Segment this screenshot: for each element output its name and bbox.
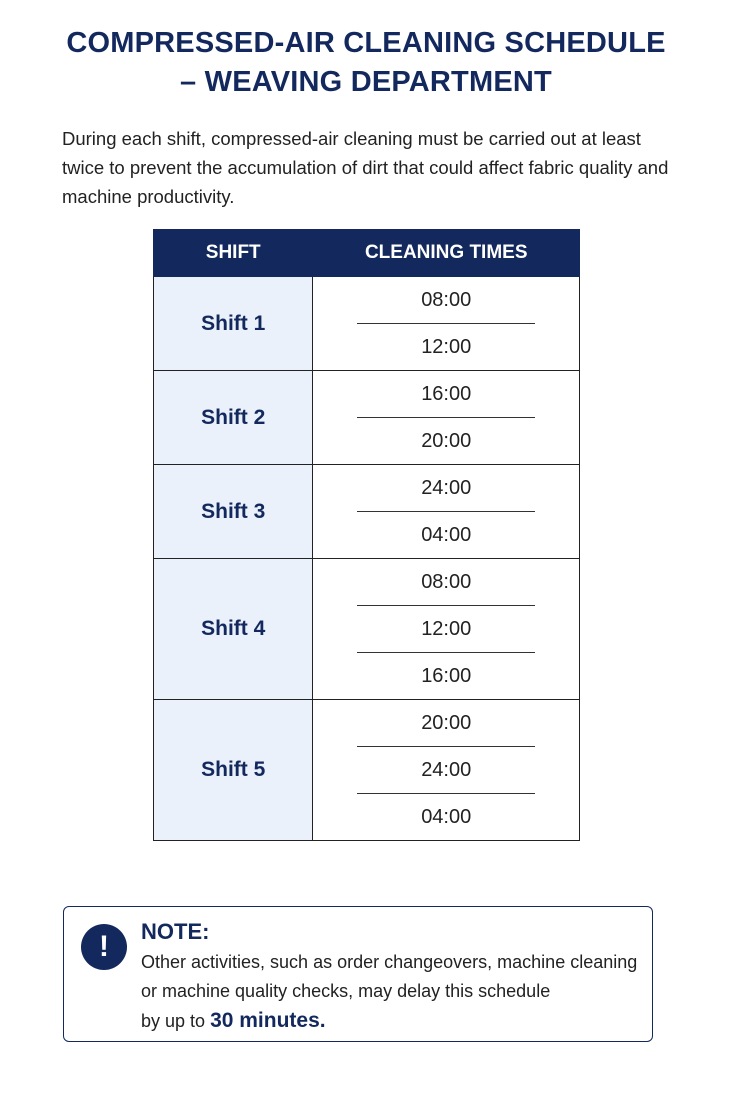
header-shift: SHIFT xyxy=(154,230,313,277)
table-row xyxy=(154,700,580,841)
time-list xyxy=(313,371,579,464)
title-line-2: – WEAVING DEPARTMENT xyxy=(180,66,552,98)
cleaning-time: 08:00 xyxy=(421,288,472,311)
intro-paragraph: During each shift, compressed-air cleaning must be carried out at least twice to prevent the accumulation of dirt that could affect fabric quality and machine productivity. xyxy=(62,128,669,207)
cleaning-times-cell xyxy=(313,465,580,559)
note-line-1: Other activities, such as order changeovers, machine cleaning xyxy=(141,952,638,972)
table-row xyxy=(154,277,580,371)
cleaning-times-cell xyxy=(313,559,580,700)
cleaning-time: 16:00 xyxy=(421,664,472,687)
table-row xyxy=(154,465,580,559)
cleaning-time: 16:00 xyxy=(421,382,472,405)
cleaning-time: 20:00 xyxy=(421,711,472,734)
cleaning-time: 24:00 xyxy=(421,476,472,499)
table-row xyxy=(154,559,580,700)
cleaning-time: 04:00 xyxy=(421,523,472,546)
note-delay-emphasis: 30 minutes. xyxy=(210,1009,326,1032)
time-list xyxy=(313,559,579,699)
cleaning-time: 08:00 xyxy=(421,570,472,593)
note-box xyxy=(63,906,653,1042)
cleaning-time: 12:00 xyxy=(421,617,472,640)
header-cleaning-times: CLEANING TIMES xyxy=(313,230,580,277)
note-line-3 xyxy=(141,1006,646,1036)
exclamation-icon: ! xyxy=(81,924,127,970)
shift-cell: Shift 1 xyxy=(154,277,313,371)
cleaning-time: 04:00 xyxy=(421,805,472,828)
table-row xyxy=(154,371,580,465)
shift-cell: Shift 3 xyxy=(154,465,313,559)
cleaning-time: 24:00 xyxy=(421,758,472,781)
cleaning-times-cell xyxy=(313,371,580,465)
title-line-1: COMPRESSED-AIR CLEANING SCHEDULE xyxy=(66,27,666,59)
time-list xyxy=(313,465,579,558)
cleaning-schedule-table xyxy=(153,229,580,841)
table-header-row xyxy=(154,230,580,277)
cleaning-times-cell xyxy=(313,700,580,841)
shift-cell: Shift 2 xyxy=(154,371,313,465)
cleaning-time: 20:00 xyxy=(421,429,472,452)
note-line-3-prefix: by up to xyxy=(141,1011,206,1031)
note-line-2: or machine quality checks, may delay this schedule xyxy=(141,981,551,1001)
page-title xyxy=(0,24,732,102)
cleaning-times-cell xyxy=(313,277,580,371)
note-text xyxy=(141,948,646,1036)
time-list xyxy=(313,700,579,840)
table-body xyxy=(154,277,580,841)
shift-cell: Shift 4 xyxy=(154,559,313,700)
time-list xyxy=(313,277,579,370)
note-heading: NOTE: xyxy=(141,919,210,944)
shift-cell: Shift 5 xyxy=(154,700,313,841)
cleaning-time: 12:00 xyxy=(421,335,472,358)
